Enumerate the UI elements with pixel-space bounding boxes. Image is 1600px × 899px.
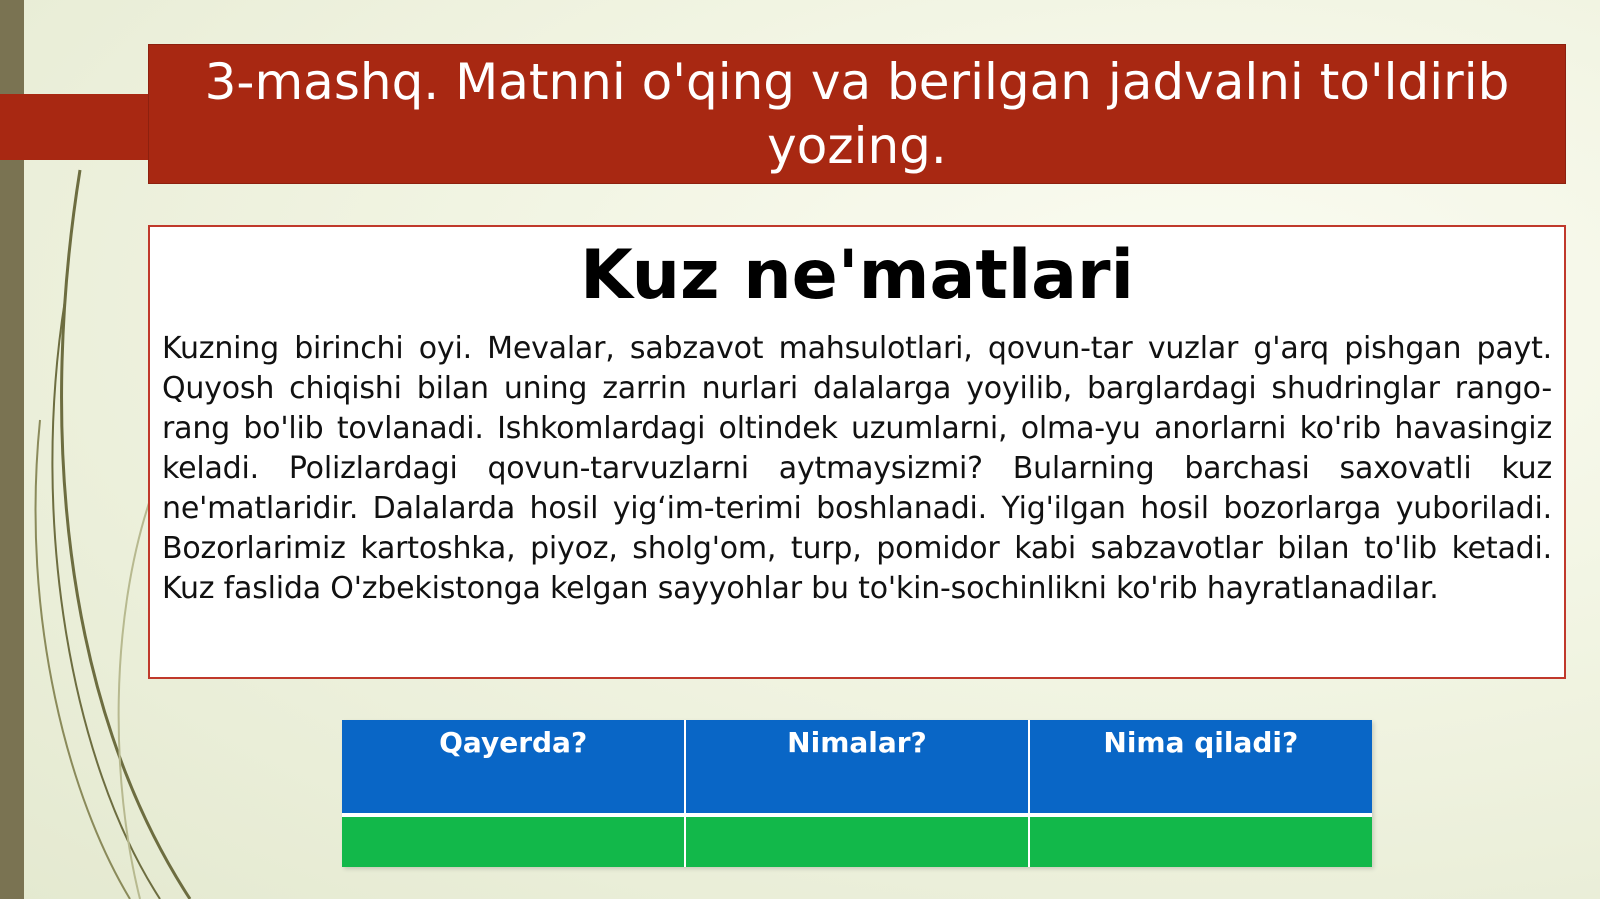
table-header-cell: Qayerda? — [342, 720, 685, 815]
answer-table — [342, 720, 1372, 867]
table-header-row — [342, 720, 1372, 815]
reading-text-box — [148, 225, 1566, 679]
text-body: Kuzning birinchi oyi. Mevalar, sabzavot mahsulotlari, qovun-tar vuzlar g'arq pishgan payt. Quyosh chiqishi bilan uning zarrin nurlari dalalarga yoyilib, barglardagi shudringlar rango-rang bo'lib tovlanadi. Ishkomlardagi oltindek uzumlarni, olma-yu anorlarni ko'rib havasingiz keladi. Polizlardagi qovun-tarvuzlarni aytmaysizmi? Bularning barchasi saxovatli kuz ne'matlaridir. Dalalarda hosil yig‘im-terimi boshlanadi. Yig'ilgan hosil bozorlarga yuboriladi. Bozorlarimiz kartoshka, piyoz, sholg'om, turp, pomidor kabi sabzavotlar bilan to'lib ketadi. Kuz faslida O'zbekistonga kelgan sayyohlar bu to'kin-sochinlikni ko'rib hayratlanadilar. — [162, 331, 1552, 606]
table-cell[interactable] — [1029, 815, 1372, 867]
table-row — [342, 815, 1372, 867]
slide-title: 3-mashq. Matnni o'qing va berilgan jadvalni to'ldirib yozing. — [204, 53, 1510, 175]
title-banner — [148, 44, 1566, 184]
table-header-cell: Nima qiladi? — [1029, 720, 1372, 815]
table-cell[interactable] — [685, 815, 1028, 867]
title-accent-tab — [0, 94, 150, 160]
table-cell[interactable] — [342, 815, 685, 867]
text-heading: Kuz ne'matlari — [580, 236, 1134, 315]
table-header-cell: Nimalar? — [685, 720, 1028, 815]
